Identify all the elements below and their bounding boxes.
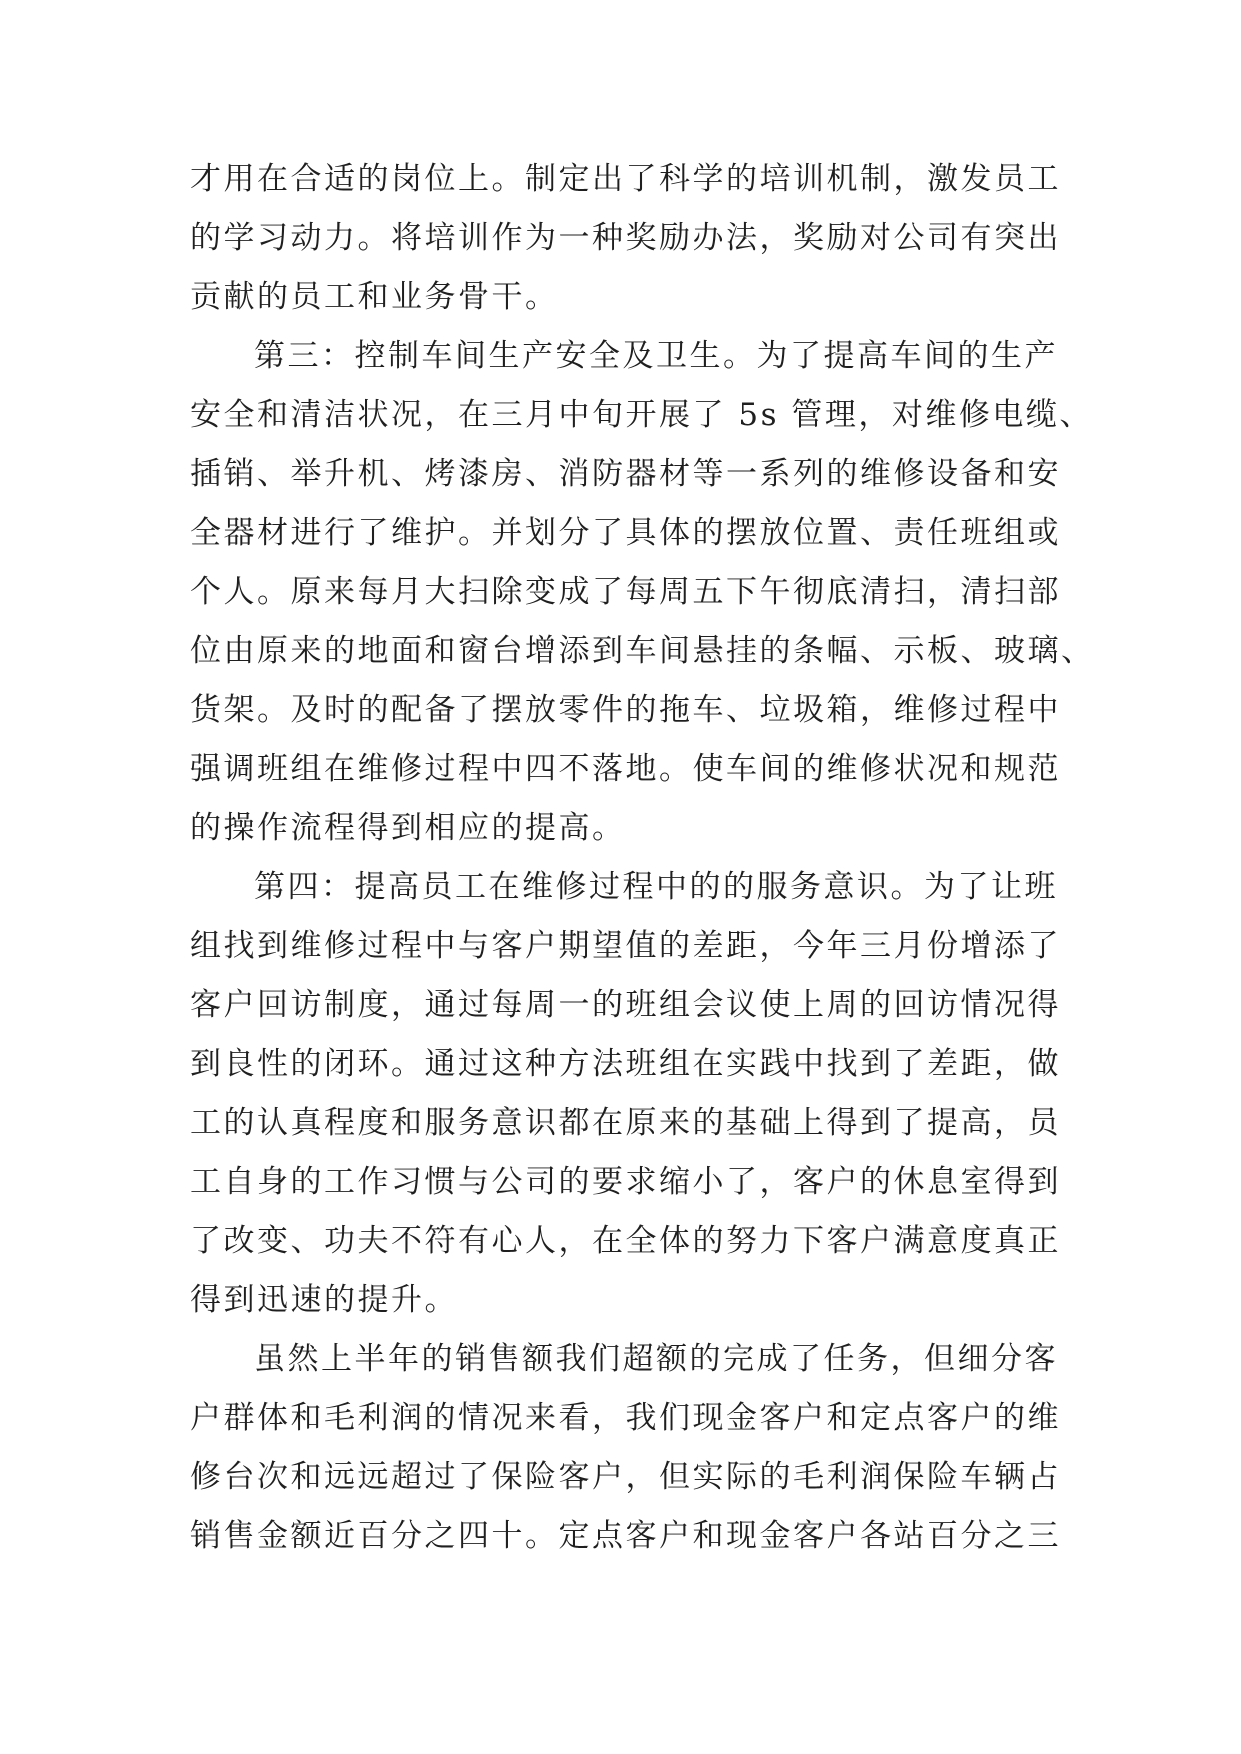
text-line: 强调班组在维修过程中四不落地。使车间的维修状况和规范 <box>190 751 1061 787</box>
text-line: 的操作流程得到相应的提高。 <box>190 810 626 846</box>
text-line: 贡献的员工和业务骨干。 <box>190 279 559 315</box>
text-line: 插销、举升机、烤漆房、消防器材等一系列的维修设备和安 <box>190 456 1061 492</box>
text-line: 到良性的闭环。通过这种方法班组在实践中找到了差距，做 <box>190 1046 1061 1082</box>
text-line: 货架。及时的配备了摆放零件的拖车、垃圾箱，维修过程中 <box>190 692 1061 728</box>
text-line: 销售金额近百分之四十。定点客户和现金客户各站百分之三 <box>190 1518 1061 1554</box>
document-body <box>190 160 1095 1576</box>
text-line: 位由原来的地面和窗台增添到车间悬挂的条幅、示板、玻璃、 <box>190 633 1095 669</box>
text-line: 了改变、功夫不符有心人，在全体的努力下客户满意度真正 <box>190 1223 1061 1259</box>
text-line: 工自身的工作习惯与公司的要求缩小了，客户的休息室得到 <box>190 1164 1061 1200</box>
text-line: 得到迅速的提升。 <box>190 1282 458 1318</box>
text-line: 工的认真程度和服务意识都在原来的基础上得到了提高，员 <box>190 1105 1061 1141</box>
text-line: 全器材进行了维护。并划分了具体的摆放位置、责任班组或 <box>190 515 1061 551</box>
text-line: 修台次和远远超过了保险客户，但实际的毛利润保险车辆占 <box>190 1459 1061 1495</box>
text-line: 客户回访制度，通过每周一的班组会议使上周的回访情况得 <box>190 987 1061 1023</box>
text-line: 个人。原来每月大扫除变成了每周五下午彻底清扫，清扫部 <box>190 574 1061 610</box>
text-line: 的学习动力。将培训作为一种奖励办法，奖励对公司有突出 <box>190 220 1061 256</box>
text-line: 组找到维修过程中与客户期望值的差距，今年三月份增添了 <box>190 928 1061 964</box>
paragraph-start-line: 虽然上半年的销售额我们超额的完成了任务，但细分客 <box>254 1341 1058 1377</box>
text-line: 安全和清洁状况，在三月中旬开展了 5s 管理，对维修电缆、 <box>190 397 1093 433</box>
text-line: 户群体和毛利润的情况来看，我们现金客户和定点客户的维 <box>190 1400 1061 1436</box>
text-line: 才用在合适的岗位上。制定出了科学的培训机制，激发员工 <box>190 161 1061 197</box>
paragraph-start-line: 第四：提高员工在维修过程中的的服务意识。为了让班 <box>254 869 1058 905</box>
paragraph-start-line: 第三：控制车间生产安全及卫生。为了提高车间的生产 <box>254 338 1058 374</box>
